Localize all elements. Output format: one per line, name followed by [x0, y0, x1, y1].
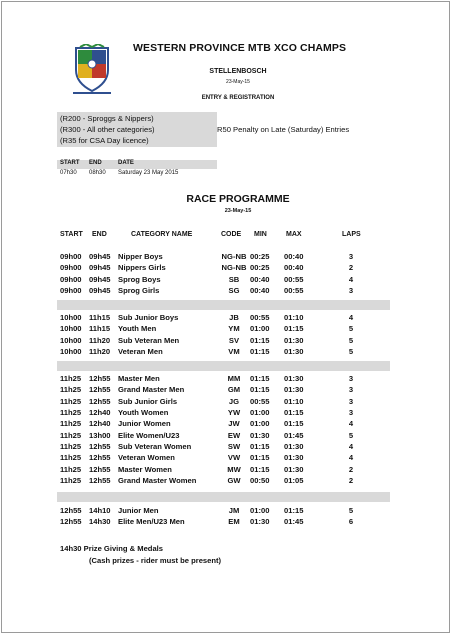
laps: 4: [348, 453, 354, 463]
min-time: 01:15: [250, 442, 270, 452]
event-date: 23-May-15: [226, 79, 250, 85]
category-name: Elite Women/U23: [118, 430, 180, 440]
table-row: [0, 313, 452, 324]
start-time: 09h00: [60, 252, 82, 261]
start-time: 11h25: [60, 442, 82, 452]
table-row: [0, 263, 452, 274]
min-time: 01:00: [250, 324, 270, 334]
column-header-min: MIN: [254, 231, 267, 238]
laps: 3: [348, 286, 354, 296]
column-header-end: END: [92, 231, 107, 238]
start-time: 10h00: [60, 313, 82, 322]
cash-prize-note: (Cash prizes - rider must be present): [89, 556, 222, 565]
max-time: 01:30: [284, 442, 304, 452]
table-row: [0, 506, 452, 517]
category-code: VM: [228, 347, 240, 357]
category-code: GM: [227, 385, 241, 395]
entry-fees-box: [57, 112, 217, 147]
group-separator: [57, 492, 390, 502]
category-code: NG-NB: [221, 252, 247, 261]
category-code: NG-NB: [221, 263, 247, 273]
max-time: 01:45: [284, 430, 304, 440]
min-time: 00:55: [250, 313, 270, 322]
entry-heading: ENTRY & REGISTRATION: [201, 95, 275, 101]
registration-header-date: DATE: [118, 160, 134, 166]
group-separator: [57, 300, 390, 310]
end-time: 09h45: [89, 274, 111, 284]
laps: 3: [348, 252, 354, 261]
max-time: 01:10: [284, 313, 304, 322]
max-time: 01:30: [284, 335, 304, 345]
end-time: 09h45: [89, 286, 111, 296]
start-time: 11h25: [60, 385, 82, 395]
column-header-start: START: [60, 231, 83, 238]
crest-caption: [73, 92, 111, 94]
laps: 5: [348, 347, 354, 357]
table-row: [0, 252, 452, 263]
end-time: 12h40: [89, 419, 111, 429]
category-code: JW: [228, 419, 240, 429]
table-row: [0, 275, 452, 286]
registration-header-end: END: [89, 160, 102, 166]
max-time: 01:30: [284, 374, 304, 383]
max-time: 01:30: [284, 385, 304, 395]
category-code: MM: [227, 374, 241, 383]
laps: 2: [348, 263, 354, 273]
end-time: 12h55: [89, 464, 111, 474]
max-time: 01:05: [284, 476, 304, 486]
fee-line: (R35 for CSA Day licence): [60, 136, 149, 145]
registration-header-start: START: [60, 160, 80, 166]
end-time: 12h55: [89, 374, 111, 383]
start-time: 11h25: [60, 374, 82, 383]
start-time: 12h55: [60, 506, 82, 515]
fee-line: (R200 - Sproggs & Nippers): [60, 114, 154, 123]
category-code: JM: [228, 506, 240, 515]
start-time: 10h00: [60, 335, 82, 345]
max-time: 01:30: [284, 453, 304, 463]
registration-end: 08h30: [89, 170, 106, 176]
table-row: [0, 397, 452, 408]
table-row: [0, 442, 452, 453]
category-name: Nippers Girls: [118, 263, 166, 273]
late-penalty: R50 Penalty on Late (Saturday) Entries: [217, 125, 350, 134]
end-time: 12h55: [89, 442, 111, 452]
min-time: 00:25: [250, 252, 270, 261]
laps: 5: [348, 506, 354, 515]
end-time: 11h20: [89, 347, 111, 357]
table-row: [0, 374, 452, 385]
category-name: Sub Junior Boys: [118, 313, 179, 322]
laps: 3: [348, 396, 354, 406]
end-time: 11h20: [89, 335, 111, 345]
laps: 5: [348, 430, 354, 440]
prize-giving: [60, 544, 163, 553]
min-time: 00:40: [250, 274, 270, 284]
min-time: 00:50: [250, 476, 270, 486]
laps: 5: [348, 335, 354, 345]
min-time: 01:15: [250, 347, 270, 357]
category-name: Junior Women: [118, 419, 171, 429]
end-time: 11h15: [89, 324, 111, 334]
category-code: JG: [228, 396, 240, 406]
start-time: 12h55: [60, 517, 82, 527]
table-row: [0, 419, 452, 430]
max-time: 00:40: [284, 252, 304, 261]
min-time: 00:25: [250, 263, 270, 273]
start-time: 10h00: [60, 324, 82, 334]
max-time: 00:40: [284, 263, 304, 273]
min-time: 01:00: [250, 419, 270, 429]
min-time: 01:00: [250, 408, 270, 418]
category-name: Grand Master Women: [118, 476, 197, 486]
end-time: 12h55: [89, 385, 111, 395]
end-time: 14h30: [89, 517, 111, 527]
table-row: [0, 476, 452, 487]
table-row: [0, 517, 452, 528]
event-title: WESTERN PROVINCE MTB XCO CHAMPS: [133, 42, 347, 54]
laps: 2: [348, 476, 354, 486]
table-row: [0, 324, 452, 335]
category-name: Youth Men: [118, 324, 157, 334]
max-time: 01:15: [284, 324, 304, 334]
table-row: [0, 431, 452, 442]
table-row: [0, 347, 452, 358]
venue: STELLENBOSCH: [209, 68, 267, 75]
column-header-laps: LAPS: [342, 231, 361, 238]
laps: 4: [348, 442, 354, 452]
laps: 5: [348, 324, 354, 334]
programme-title: RACE PROGRAMME: [186, 193, 290, 205]
max-time: 01:30: [284, 464, 304, 474]
column-header-max: MAX: [286, 231, 302, 238]
category-name: Elite Men/U23 Men: [118, 517, 185, 527]
start-time: 11h25: [60, 464, 82, 474]
laps: 4: [348, 274, 354, 284]
category-code: YW: [227, 408, 241, 418]
category-code: MW: [227, 464, 241, 474]
min-time: 00:40: [250, 286, 270, 296]
prize-label: Prize Giving & Medals: [83, 544, 164, 553]
end-time: 09h45: [89, 263, 111, 273]
fee-line: (R300 - All other categories): [60, 125, 155, 134]
category-code: SW: [227, 442, 241, 452]
category-code: YM: [228, 324, 240, 334]
category-code: SB: [228, 274, 240, 284]
start-time: 11h25: [60, 453, 82, 463]
category-code: EW: [227, 430, 241, 440]
category-code: SG: [228, 286, 240, 296]
category-name: Sprog Boys: [118, 274, 161, 284]
laps: 3: [348, 408, 354, 418]
category-name: Master Men: [118, 374, 160, 383]
category-name: Sub Veteran Women: [118, 442, 192, 452]
start-time: 11h25: [60, 419, 82, 429]
min-time: 01:15: [250, 385, 270, 395]
laps: 6: [348, 517, 354, 527]
laps: 2: [348, 464, 354, 474]
min-time: 01:30: [250, 430, 270, 440]
table-row: [0, 286, 452, 297]
category-name: Sprog Girls: [118, 286, 160, 296]
end-time: 09h45: [89, 252, 111, 261]
max-time: 00:55: [284, 286, 304, 296]
max-time: 01:30: [284, 347, 304, 357]
category-name: Sub Veteran Men: [118, 335, 180, 345]
min-time: 01:00: [250, 506, 270, 515]
registration-date: Saturday 23 May 2015: [118, 170, 179, 176]
min-time: 00:55: [250, 396, 270, 406]
max-time: 01:15: [284, 408, 304, 418]
table-row: [0, 453, 452, 464]
start-time: 09h00: [60, 274, 82, 284]
end-time: 11h15: [89, 313, 111, 322]
registration-header-bar: [57, 160, 217, 169]
start-time: 09h00: [60, 286, 82, 296]
table-row: [0, 465, 452, 476]
group-separator: [57, 361, 390, 371]
start-time: 11h25: [60, 476, 82, 486]
start-time: 11h25: [60, 430, 82, 440]
max-time: 00:55: [284, 274, 304, 284]
column-header-code: CODE: [221, 231, 242, 238]
programme-date: 23-May-15: [224, 208, 252, 214]
laps: 3: [348, 374, 354, 383]
category-name: Veteran Women: [118, 453, 175, 463]
category-code: VW: [227, 453, 241, 463]
category-code: GW: [227, 476, 241, 486]
start-time: 09h00: [60, 263, 82, 273]
end-time: 12h55: [89, 476, 111, 486]
max-time: 01:15: [284, 506, 304, 515]
max-time: 01:15: [284, 419, 304, 429]
max-time: 01:45: [284, 517, 304, 527]
end-time: 12h40: [89, 408, 111, 418]
min-time: 01:15: [250, 464, 270, 474]
end-time: 12h55: [89, 453, 111, 463]
laps: 3: [348, 385, 354, 395]
category-name: Sub Junior Girls: [118, 396, 178, 406]
category-name: Youth Women: [118, 408, 169, 418]
prize-time: 14h30: [60, 544, 82, 553]
laps: 4: [348, 313, 354, 322]
table-row: [0, 385, 452, 396]
registration-start: 07h30: [60, 170, 77, 176]
end-time: 12h55: [89, 396, 111, 406]
category-name: Nipper Boys: [118, 252, 163, 261]
start-time: 10h00: [60, 347, 82, 357]
table-row: [0, 408, 452, 419]
laps: 4: [348, 419, 354, 429]
end-time: 13h00: [89, 430, 111, 440]
max-time: 01:10: [284, 396, 304, 406]
min-time: 01:15: [250, 374, 270, 383]
category-name: Master Women: [118, 464, 172, 474]
start-time: 11h25: [60, 396, 82, 406]
table-row: [0, 336, 452, 347]
min-time: 01:15: [250, 453, 270, 463]
category-code: JB: [229, 313, 239, 322]
end-time: 14h10: [89, 506, 111, 515]
min-time: 01:15: [250, 335, 270, 345]
category-name: Junior Men: [118, 506, 159, 515]
column-header-category: CATEGORY NAME: [131, 231, 193, 238]
category-code: EM: [228, 517, 240, 527]
start-time: 11h25: [60, 408, 82, 418]
category-name: Veteran Men: [118, 347, 163, 357]
min-time: 01:30: [250, 517, 270, 527]
category-code: SV: [228, 335, 240, 345]
category-name: Grand Master Men: [118, 385, 185, 395]
